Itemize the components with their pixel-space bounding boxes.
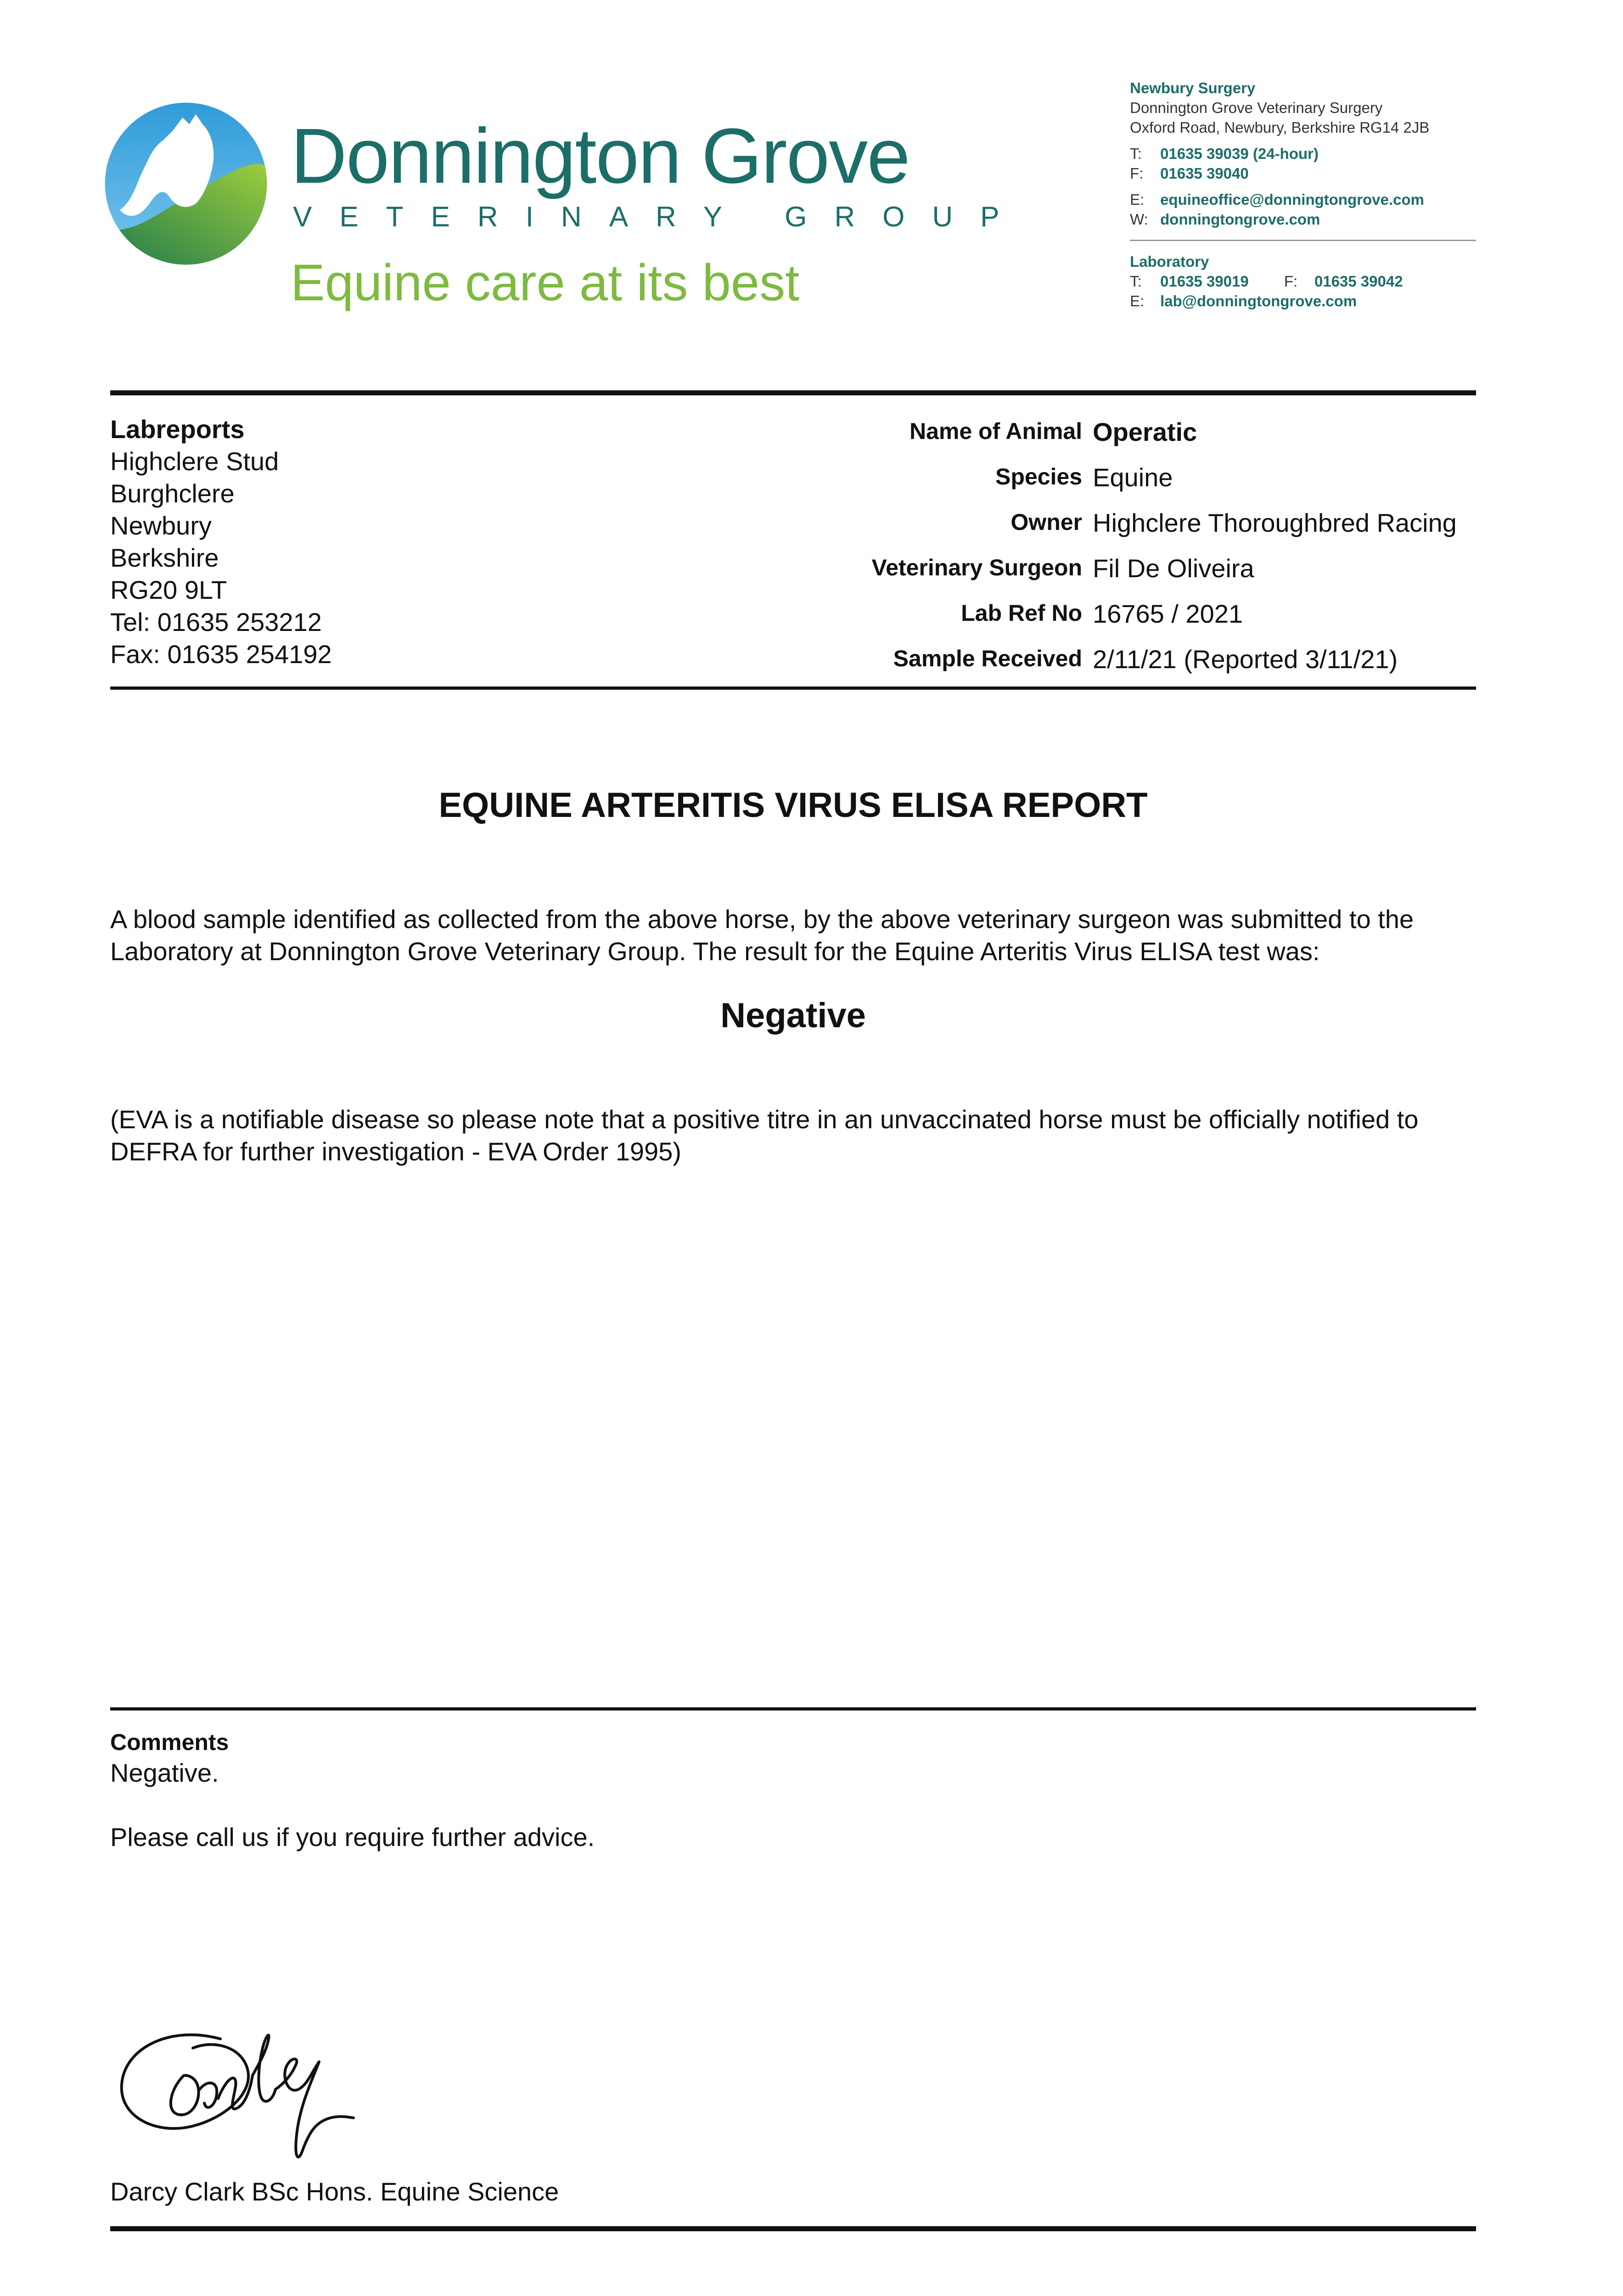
details-rule: [110, 687, 1476, 690]
handwritten-signature: [115, 2020, 358, 2177]
label-veterinary-surgeon: Veterinary Surgeon: [871, 555, 1082, 580]
email-label: E:: [1130, 191, 1145, 208]
label-owner: Owner: [1011, 509, 1082, 535]
recipient-name: Labreports: [110, 415, 245, 444]
recipient-address: [110, 413, 332, 670]
footer-rule: [110, 2226, 1476, 2231]
comments-heading: Comments: [110, 1729, 229, 1755]
value-owner: Highclere Thoroughbred Racing: [1093, 508, 1457, 537]
surgery-heading: Newbury Surgery: [1130, 79, 1256, 96]
label-sample-received: Sample Received: [893, 646, 1082, 671]
email-label: E:: [1130, 293, 1145, 310]
test-result: Negative: [720, 996, 866, 1035]
web-label: W:: [1130, 211, 1148, 228]
laboratory-email[interactable]: lab@donningtongrove.com: [1160, 293, 1357, 310]
surgery-address-line2: Oxford Road, Newbury, Berkshire RG14 2JB: [1130, 119, 1430, 136]
surgery-email[interactable]: equineoffice@donningtongrove.com: [1160, 191, 1424, 208]
surgery-web-row: [1130, 209, 1429, 229]
header-rule: [110, 390, 1476, 395]
value-sample-received: 2/11/21 (Reported 3/11/21): [1093, 645, 1398, 674]
report-title: EQUINE ARTERITIS VIRUS ELISA REPORT: [438, 786, 1148, 825]
surgery-contact-block: [1130, 78, 1429, 229]
surgery-fax: 01635 39040: [1160, 165, 1249, 182]
address-line: Newbury: [110, 511, 212, 540]
value-lab-ref-no: 16765 / 2021: [1093, 599, 1243, 628]
brand-subtitle: VETERINARY GROUP: [293, 201, 1027, 233]
address-tel: Tel: 01635 253212: [110, 608, 322, 636]
surgery-tel-row: [1130, 144, 1429, 163]
laboratory-email-row: [1130, 291, 1403, 311]
value-name-of-animal: Operatic: [1093, 417, 1197, 446]
laboratory-tel: 01635 39019: [1160, 273, 1249, 290]
value-veterinary-surgeon: Fil De Oliveira: [1093, 554, 1254, 583]
surgery-website[interactable]: donningtongrove.com: [1160, 211, 1320, 228]
advice-text: Please call us if you require further advice.: [110, 1823, 595, 1851]
fax-label: F:: [1284, 273, 1298, 290]
fax-label: F:: [1130, 165, 1144, 182]
eva-notice: (EVA is a notifiable disease so please note that a positive titre in an unvaccinated horse must be officially notified to DEFRA for further investigation - EVA Order 1995): [110, 1105, 1419, 1166]
surgery-fax-row: [1130, 163, 1429, 183]
laboratory-fax: 01635 39042: [1314, 273, 1403, 290]
address-line: RG20 9LT: [110, 575, 227, 604]
tel-label: T:: [1130, 273, 1142, 290]
tel-label: T:: [1130, 145, 1142, 162]
surgery-address-line1: Donnington Grove Veterinary Surgery: [1130, 99, 1383, 116]
laboratory-contact-block: [1130, 252, 1403, 311]
surgery-tel: 01635 39039 (24-hour): [1160, 145, 1319, 162]
brand-name: Donnington Grove: [291, 113, 910, 200]
label-name-of-animal: Name of Animal: [909, 418, 1082, 444]
label-species: Species: [995, 464, 1082, 490]
comments-text: Negative.: [110, 1758, 219, 1787]
label-lab-ref-no: Lab Ref No: [961, 600, 1082, 626]
value-species: Equine: [1093, 463, 1173, 492]
comments-rule: [110, 1707, 1476, 1711]
laboratory-heading: Laboratory: [1130, 253, 1209, 270]
report-intro: A blood sample identified as collected from the above horse, by the above veterinary surgeon was submitted to the Laboratory at Donnington Grove Veterinary Group. The result for the Equine Arteritis Virus ELISA test was:: [110, 905, 1414, 966]
address-line: Berkshire: [110, 543, 219, 572]
address-line: Burghclere: [110, 479, 235, 508]
brand-tagline: Equine care at its best: [291, 254, 800, 311]
contact-divider: [1130, 240, 1476, 241]
laboratory-phone-row: [1130, 271, 1403, 291]
address-line: Highclere Stud: [110, 447, 279, 476]
signatory-name: Darcy Clark BSc Hons. Equine Science: [110, 2177, 559, 2206]
donnington-grove-logo: [103, 101, 269, 266]
surgery-email-row: [1130, 190, 1429, 209]
address-fax: Fax: 01635 254192: [110, 640, 332, 669]
